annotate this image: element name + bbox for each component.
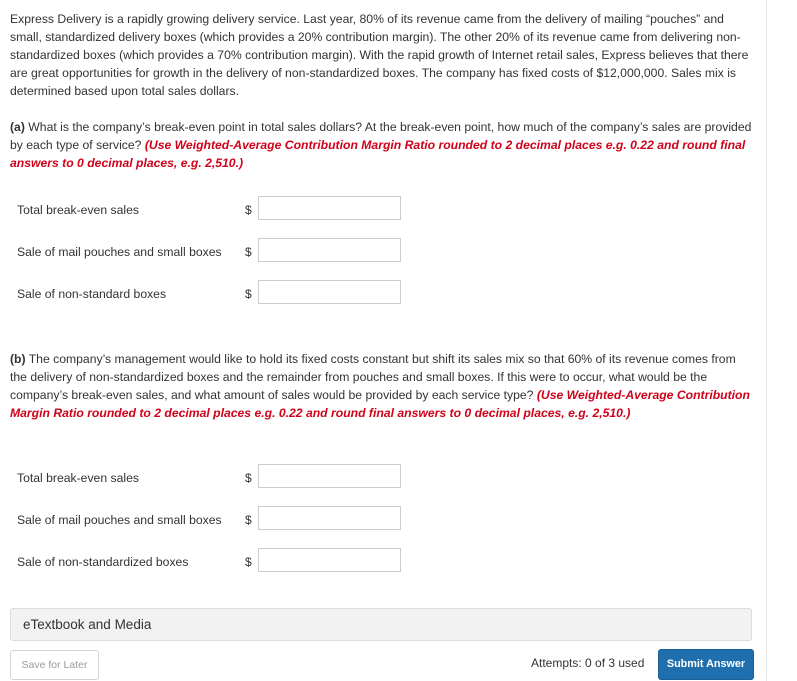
- problem-intro: Express Delivery is a rapidly growing delivery service. Last year, 80% of its revenue came from the delivery of mailing “pouches” and small, standardized delivery boxes (which provides a 20% contribution margin). The other 20% of its revenue came from delivering non-standardized boxes (which provides a 70% contribution margin). With the rapid growth of Internet retail sales, Express believes that there are great opportunities for growth in the delivery of non-standardized boxes. The company has fixed costs of $12,000,000. Sales mix is determined based upon total sales dollars.: [10, 12, 749, 98]
- part-b-row-label: Total break-even sales: [17, 471, 139, 485]
- part-b-non-standardized-input[interactable]: [258, 548, 401, 572]
- part-a-text: What is the company’s break-even point in total sales dollars? At the break-even point, how much of the company’s sales are provided by each type of service?: [10, 120, 752, 152]
- part-b-label: (b): [10, 352, 26, 366]
- attempts-counter: Attempts: 0 of 3 used: [531, 656, 645, 670]
- dollar-sign: $: [245, 471, 252, 485]
- part-a-non-standard-input[interactable]: [258, 280, 401, 304]
- dollar-sign: $: [245, 555, 252, 569]
- dollar-sign: $: [245, 203, 252, 217]
- part-a-row-label: Sale of non-standard boxes: [17, 287, 167, 301]
- part-a-label: (a): [10, 120, 25, 134]
- part-a-row-label: Total break-even sales: [17, 203, 139, 217]
- part-b-row-label: Sale of non-standardized boxes: [17, 555, 189, 569]
- save-for-later-button[interactable]: Save for Later: [10, 650, 99, 680]
- part-b-text: The company’s management would like to hold its fixed costs constant but shift its sales mix so that 60% of its revenue comes from the delivery of non-standardized boxes and the remainder from pouches and small boxes. If this were to occur, what would be the company’s break-even sales, and what amount of sales would be provided by each service type?: [10, 352, 736, 402]
- part-b-mail-pouches-input[interactable]: [258, 506, 401, 530]
- part-a-total-break-even-input[interactable]: [258, 196, 401, 220]
- part-b-hint: (Use Weighted-Average Contribution Margin Ratio rounded to 2 decimal places e.g. 0.22 and round final answers to 0 decimal places, e.g. 2,510.): [10, 388, 750, 420]
- dollar-sign: $: [245, 513, 252, 527]
- part-b-row-label: Sale of mail pouches and small boxes: [17, 513, 222, 527]
- submit-answer-button[interactable]: Submit Answer: [658, 649, 754, 680]
- part-b-total-break-even-input[interactable]: [258, 464, 401, 488]
- part-a-row-label: Sale of mail pouches and small boxes: [17, 245, 222, 259]
- etextbook-media-panel[interactable]: eTextbook and Media: [10, 608, 752, 641]
- part-a-question: [10, 118, 756, 172]
- part-b-question: [10, 350, 756, 422]
- dollar-sign: $: [245, 245, 252, 259]
- part-a-hint: (Use Weighted-Average Contribution Margin Ratio rounded to 2 decimal places e.g. 0.22 and round final answers to 0 decimal places, e.g. 2,510.): [10, 138, 746, 170]
- dollar-sign: $: [245, 287, 252, 301]
- part-a-mail-pouches-input[interactable]: [258, 238, 401, 262]
